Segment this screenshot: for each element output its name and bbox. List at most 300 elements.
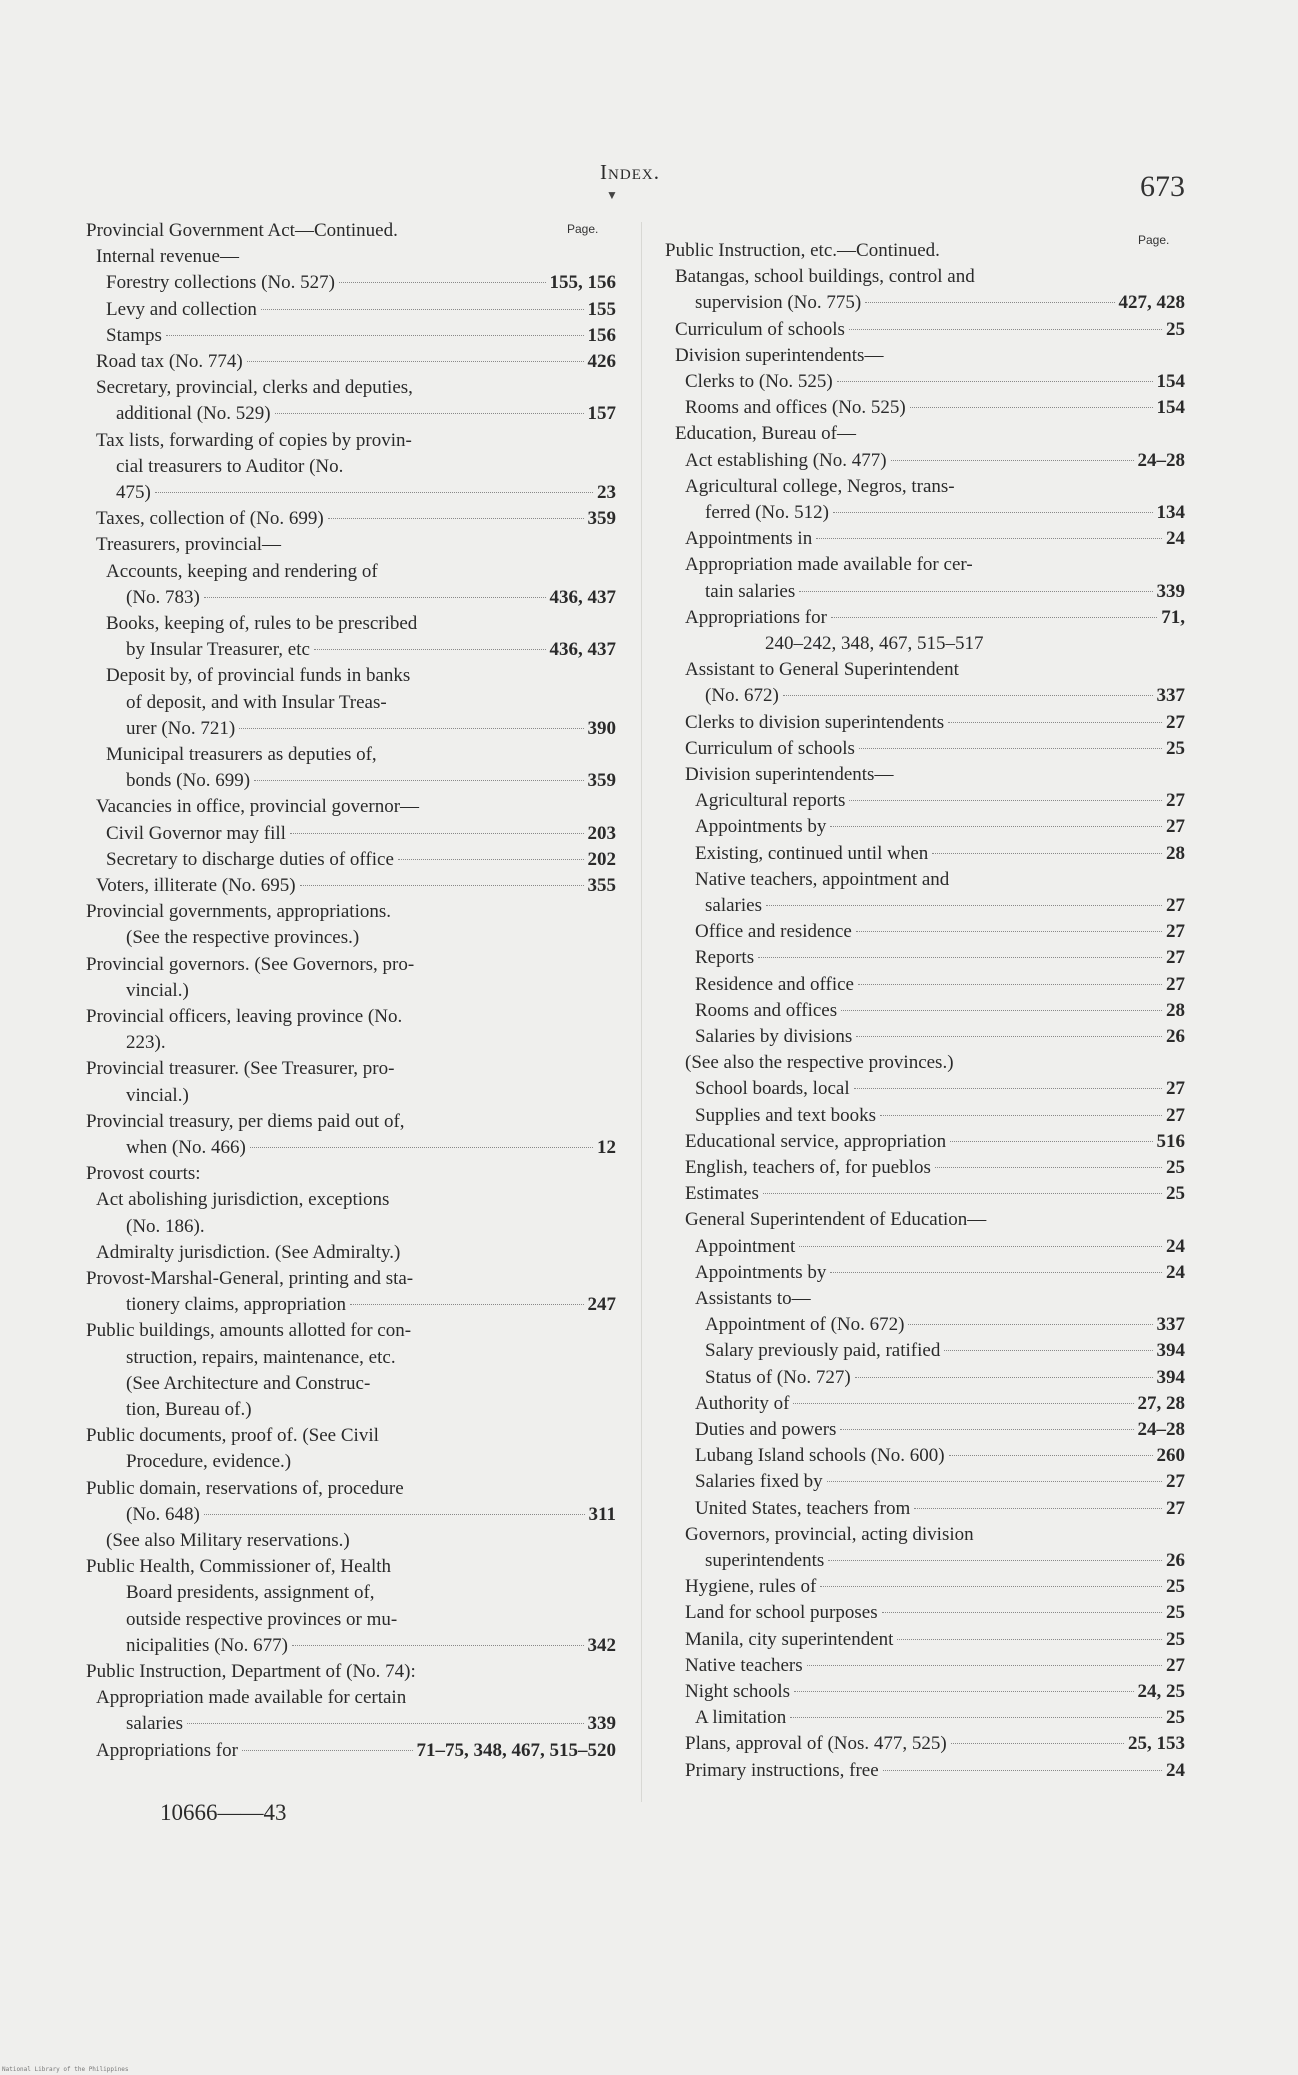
leader-dots <box>239 728 583 729</box>
leader-dots <box>948 722 1162 723</box>
leader-dots <box>398 859 584 860</box>
index-entry <box>665 238 1185 264</box>
index-entry-page: 27 <box>1166 790 1185 812</box>
index-entry-text: Public buildings, amounts allotted for con- <box>86 1320 412 1342</box>
index-entry <box>86 637 616 663</box>
index-entry-text: Land for school purposes <box>685 1602 878 1624</box>
index-entry <box>665 1181 1185 1207</box>
index-entry-text: (See also Military reservations.) <box>106 1530 350 1551</box>
index-entry-page: 26 <box>1166 1550 1185 1571</box>
index-entry <box>86 690 616 716</box>
index-entry-page: 339 <box>1156 580 1185 602</box>
index-entry <box>86 952 616 978</box>
index-entry <box>86 1161 616 1187</box>
index-entry-text: Act establishing (No. 477) <box>685 449 887 471</box>
index-entry-page: 342 <box>587 1634 616 1656</box>
index-entry <box>665 605 1185 631</box>
index-entry-text: Supplies and text books <box>695 1104 877 1126</box>
index-entry-page: 25, 153 <box>1128 1733 1185 1755</box>
leader-dots <box>891 460 1134 461</box>
index-entry-page: 71, <box>1161 606 1185 628</box>
index-entry <box>665 579 1185 605</box>
index-entry <box>86 1607 616 1633</box>
index-entry <box>665 1496 1185 1522</box>
index-entry-page: 27 <box>1166 711 1185 733</box>
index-entry <box>665 1679 1185 1705</box>
index-entry <box>665 290 1185 316</box>
index-entry-page: 25 <box>1166 1707 1185 1729</box>
index-entry <box>665 1574 1185 1600</box>
index-entry <box>665 919 1185 945</box>
index-entry-text: Stamps <box>106 324 162 346</box>
leader-dots <box>910 407 1153 408</box>
index-entry <box>665 1234 1185 1260</box>
index-entry-text: Manila, city superintendent <box>685 1628 894 1650</box>
index-entry <box>86 559 616 585</box>
leader-dots <box>837 381 1153 382</box>
index-entry <box>665 1653 1185 1679</box>
index-entry-text: Plans, approval of (Nos. 477, 525) <box>685 1733 947 1755</box>
index-entry-text: Native teachers <box>685 1654 803 1676</box>
index-entry-page: 27 <box>1166 921 1185 943</box>
index-entry <box>86 1056 616 1082</box>
index-entry <box>86 1580 616 1606</box>
right-page-column-label: Page. <box>1138 233 1170 247</box>
index-entry-page: 339 <box>587 1713 616 1735</box>
index-entry-text: (No. 783) <box>126 586 200 608</box>
leader-dots <box>951 1743 1124 1744</box>
index-entry-page: 394 <box>1156 1340 1185 1362</box>
index-entry-text: nicipalities (No. 677) <box>126 1634 288 1656</box>
index-entry-page: 27 <box>1166 1078 1185 1100</box>
index-entry-text: Appropriation made available for certain <box>96 1687 407 1709</box>
index-entry <box>86 1633 616 1659</box>
index-entry-text: Hygiene, rules of <box>685 1576 817 1598</box>
index-entry-page: 27 <box>1166 1654 1185 1676</box>
index-entry-text: Appropriation made available for cer- <box>685 554 973 576</box>
index-entry-text: Assistant to General Superintendent <box>685 659 959 681</box>
index-entry-page: 390 <box>587 717 616 739</box>
index-entry-text: Existing, continued until when <box>695 842 929 864</box>
leader-dots <box>314 649 546 650</box>
index-entry-page: 516 <box>1156 1130 1185 1152</box>
index-entry-text: Accounts, keeping and rendering of <box>106 560 378 582</box>
index-entry-text: Act abolishing jurisdiction, exceptions <box>96 1189 390 1211</box>
index-entry-text: Appropriations for <box>96 1739 238 1761</box>
leader-dots <box>292 1645 584 1646</box>
index-entry <box>665 972 1185 998</box>
index-entry-text: Provincial Government Act—Continued. <box>86 220 398 241</box>
index-entry-text: United States, teachers from <box>695 1497 911 1519</box>
index-entry-page: 25 <box>1166 1576 1185 1598</box>
index-entry-page: 203 <box>587 822 616 844</box>
index-entry-text: Vacancies in office, provincial governor— <box>96 796 420 818</box>
index-entry-text: superintendents <box>705 1550 825 1571</box>
index-entry-page: 25 <box>1166 1183 1185 1205</box>
index-entry-text: Board presidents, assignment of, <box>126 1582 375 1604</box>
index-entry-text: Authority of <box>695 1392 790 1414</box>
left-page-column-label: Page. <box>567 222 599 236</box>
index-entry-text: Appointment <box>695 1235 796 1257</box>
leader-dots <box>854 1088 1162 1089</box>
index-entry <box>86 1476 616 1502</box>
leader-dots <box>300 885 584 886</box>
index-entry-text: supervision (No. 775) <box>695 292 862 314</box>
index-entry-text: Clerks to (No. 525) <box>685 371 833 392</box>
leader-dots <box>250 1147 593 1148</box>
leader-dots <box>880 1115 1162 1116</box>
index-entry-page: 155 <box>587 298 616 320</box>
index-entry <box>665 1207 1185 1233</box>
index-entry-text: Public Health, Commissioner of, Health <box>86 1556 392 1578</box>
index-entry-text: Rooms and offices <box>695 999 838 1021</box>
index-entry <box>86 1318 616 1344</box>
index-entry-text: Provincial treasurer. (See Treasurer, pro- <box>86 1058 395 1080</box>
index-entry-page: 24–28 <box>1137 1419 1185 1440</box>
index-entry-text: Provincial governments, appropriations. <box>86 901 391 923</box>
index-entry <box>86 454 616 480</box>
index-entry <box>665 369 1185 395</box>
leader-dots <box>865 302 1114 303</box>
leader-dots <box>840 1429 1133 1430</box>
index-entry <box>665 1417 1185 1443</box>
index-entry-page: 247 <box>587 1294 616 1316</box>
index-entry <box>86 1449 616 1475</box>
index-entry <box>86 742 616 768</box>
index-entry <box>86 1187 616 1213</box>
index-entry-text: (See the respective provinces.) <box>126 927 360 949</box>
index-entry <box>86 873 616 899</box>
index-entry <box>86 716 616 742</box>
index-entry <box>665 1365 1185 1391</box>
leader-dots <box>783 695 1153 696</box>
index-entry-text: outside respective provinces or mu- <box>126 1608 398 1630</box>
scan-credit: National Library of the Philippines <box>2 2066 129 2073</box>
index-entry-text: Salaries fixed by <box>695 1471 823 1493</box>
index-entry-text: School boards, local <box>695 1078 850 1100</box>
index-entry-text: Governors, provincial, acting division <box>685 1523 974 1545</box>
leader-dots <box>820 1586 1162 1587</box>
index-entry-text: 475) <box>116 482 151 503</box>
leader-dots <box>261 309 584 310</box>
index-entry <box>665 264 1185 290</box>
index-entry-text: Batangas, school buildings, control and <box>675 266 975 288</box>
leader-dots <box>155 492 593 493</box>
index-entry-text: Curriculum of schools <box>685 737 855 759</box>
index-entry-text: Appointments in <box>685 528 813 550</box>
leader-dots <box>247 361 584 362</box>
index-entry-text: of deposit, and with Insular Treas- <box>126 691 387 713</box>
index-entry <box>86 428 616 454</box>
index-entry-page: 337 <box>1156 685 1185 707</box>
index-entry-page: 27, 28 <box>1137 1392 1185 1414</box>
index-entry <box>665 1391 1185 1417</box>
leader-dots <box>831 617 1157 618</box>
index-entry <box>665 710 1185 736</box>
leader-dots <box>882 1612 1162 1613</box>
leader-dots <box>944 1350 1152 1351</box>
index-entry-page: 26 <box>1166 1026 1185 1047</box>
index-entry <box>665 1155 1185 1181</box>
index-entry-text: Internal revenue— <box>96 246 239 268</box>
index-entry-page: 27 <box>1166 895 1185 916</box>
leader-dots <box>793 1403 1133 1404</box>
index-entry-text: Appointment of (No. 672) <box>705 1314 905 1336</box>
leader-dots <box>858 984 1162 985</box>
index-entry-page: 157 <box>587 403 616 425</box>
index-entry <box>86 1659 616 1685</box>
index-entry <box>86 506 616 532</box>
leader-dots <box>830 826 1162 827</box>
index-entry-text: Division superintendents— <box>675 344 884 366</box>
index-entry-text: Agricultural reports <box>695 790 846 812</box>
index-entry-text: Admiralty jurisdiction. (See Admiralty.) <box>96 1241 401 1263</box>
index-entry-text: Levy and collection <box>106 298 257 320</box>
index-entry-page: 359 <box>587 508 616 530</box>
index-entry-text: Salary previously paid, ratified <box>705 1340 941 1362</box>
index-entry <box>665 1758 1185 1784</box>
index-entry-text: Forestry collections (No. 527) <box>106 272 336 294</box>
index-entry-text: tain salaries <box>705 580 796 602</box>
index-entry <box>86 1554 616 1580</box>
index-entry <box>86 1109 616 1135</box>
index-entry-text: (No. 648) <box>126 1503 200 1525</box>
index-entry <box>86 218 616 244</box>
index-entry <box>86 768 616 794</box>
index-entry <box>86 794 616 820</box>
index-entry-text: General Superintendent of Education— <box>685 1209 987 1231</box>
index-entry <box>86 1240 616 1266</box>
index-entry-text: Salaries by divisions <box>695 1026 853 1047</box>
index-entry-page: 23 <box>597 482 616 503</box>
index-entry-text: Public Instruction, Department of (No. 74): <box>86 1661 416 1682</box>
index-entry-page: 24 <box>1166 1235 1185 1257</box>
index-entry-text: Residence and office <box>695 973 854 995</box>
index-entry-text: Procedure, evidence.) <box>126 1451 292 1473</box>
index-entry-text: vincial.) <box>126 979 189 1001</box>
index-entry-text: A limitation <box>695 1707 787 1729</box>
index-entry <box>86 585 616 611</box>
leader-dots <box>856 931 1162 932</box>
leader-dots <box>290 833 584 834</box>
index-entry <box>86 1266 616 1292</box>
index-entry <box>665 1024 1185 1050</box>
index-entry <box>665 736 1185 762</box>
index-entry <box>86 1292 616 1318</box>
leader-dots <box>828 1560 1162 1561</box>
index-entry-text: English, teachers of, for pueblos <box>685 1157 931 1178</box>
leader-dots <box>827 1481 1162 1482</box>
leader-dots <box>849 800 1162 801</box>
index-entry <box>665 945 1185 971</box>
index-entry-page: 24 <box>1166 1759 1185 1781</box>
index-entry <box>665 762 1185 788</box>
index-entry <box>665 395 1185 421</box>
leader-dots <box>204 1514 585 1515</box>
index-entry-text: 240–242, 348, 467, 515–517 <box>765 633 984 654</box>
index-entry-text: Educational service, appropriation <box>685 1130 947 1152</box>
index-entry-text: Reports <box>695 947 755 969</box>
index-entry <box>86 978 616 1004</box>
index-entry-page: 154 <box>1156 371 1185 392</box>
index-entry <box>86 1345 616 1371</box>
leader-dots <box>790 1717 1162 1718</box>
index-entry-page: 24 <box>1166 528 1185 550</box>
index-entry <box>665 1522 1185 1548</box>
index-entry-text: Public domain, reservations of, procedure <box>86 1477 404 1499</box>
index-entry-text: Provincial treasury, per diems paid out of, <box>86 1110 405 1132</box>
index-entry-text: Voters, illiterate (No. 695) <box>96 875 296 896</box>
index-entry <box>86 1371 616 1397</box>
leader-dots <box>914 1508 1162 1509</box>
index-entry <box>665 1338 1185 1364</box>
index-entry <box>665 552 1185 578</box>
index-entry-text: vincial.) <box>126 1084 189 1106</box>
index-entry-text: when (No. 466) <box>126 1137 246 1158</box>
index-entry-page: 359 <box>587 770 616 792</box>
index-entry-text: Education, Bureau of— <box>675 423 856 445</box>
index-entry <box>86 1397 616 1423</box>
index-entry-page: 27 <box>1166 947 1185 969</box>
index-entry <box>665 814 1185 840</box>
index-entry <box>665 1600 1185 1626</box>
index-entry <box>665 657 1185 683</box>
index-entry <box>665 421 1185 447</box>
column-divider <box>641 222 642 1802</box>
index-entry <box>665 1129 1185 1155</box>
page-number: 673 <box>1140 170 1185 203</box>
index-entry-page: 27 <box>1166 1471 1185 1493</box>
index-entry-text: Office and residence <box>695 921 852 943</box>
index-entry <box>86 663 616 689</box>
index-entry <box>86 1004 616 1030</box>
leader-dots <box>855 1377 1153 1378</box>
leader-dots <box>275 413 584 414</box>
index-entry-text: Tax lists, forwarding of copies by provin- <box>96 429 412 451</box>
index-entry <box>665 526 1185 552</box>
index-entry <box>86 270 616 296</box>
index-entry <box>665 841 1185 867</box>
leader-dots <box>799 1246 1162 1247</box>
index-entry-page: 436, 437 <box>549 639 616 661</box>
index-entry-text: by Insular Treasurer, etc <box>126 639 310 661</box>
leader-dots <box>932 853 1162 854</box>
index-entry-page: 25 <box>1166 1157 1185 1178</box>
leader-dots <box>849 329 1162 330</box>
index-entry <box>665 683 1185 709</box>
index-entry-page: 25 <box>1166 1628 1185 1650</box>
index-entry-text: Assistants to— <box>695 1288 811 1309</box>
index-entry-page: 426 <box>587 351 616 372</box>
index-entry-text: Provincial officers, leaving province (No. <box>86 1006 403 1027</box>
index-entry <box>86 375 616 401</box>
header-ornament: ▼ <box>606 188 618 202</box>
leader-dots <box>816 538 1162 539</box>
leader-dots <box>856 1036 1162 1037</box>
index-entry <box>665 631 1185 657</box>
index-entry-page: 156 <box>587 324 616 346</box>
index-entry <box>665 867 1185 893</box>
index-entry-page: 24, 25 <box>1137 1681 1185 1702</box>
index-entry-text: Night schools <box>685 1681 791 1702</box>
leader-dots <box>339 282 545 283</box>
index-entry-text: additional (No. 529) <box>116 403 271 425</box>
index-entry-page: 24 <box>1166 1261 1185 1283</box>
index-entry-page: 202 <box>587 848 616 870</box>
index-entry-page: 260 <box>1156 1445 1185 1467</box>
index-entry <box>665 1076 1185 1102</box>
leader-dots <box>242 1750 413 1751</box>
index-entry <box>665 1469 1185 1495</box>
leader-dots <box>897 1639 1162 1640</box>
index-entry-text: Public Instruction, etc.—Continued. <box>665 240 940 261</box>
index-entry-text: Municipal treasurers as deputies of, <box>106 744 377 765</box>
index-entry <box>86 1214 616 1240</box>
index-entry-text: ferred (No. 512) <box>705 502 829 523</box>
index-entry <box>665 1705 1185 1731</box>
index-entry-page: 27 <box>1166 1104 1185 1126</box>
leader-dots <box>833 512 1153 513</box>
index-entry <box>665 893 1185 919</box>
index-entry-page: 28 <box>1166 999 1185 1021</box>
index-entry-text: (See also the respective provinces.) <box>685 1052 954 1074</box>
index-entry-text: salaries <box>126 1713 183 1735</box>
index-entry-text: tion, Bureau of.) <box>126 1399 252 1420</box>
index-entry <box>86 349 616 375</box>
index-entry <box>665 1050 1185 1076</box>
index-entry-text: Status of (No. 727) <box>705 1366 851 1388</box>
index-entry <box>86 1030 616 1056</box>
index-entry <box>86 1711 616 1737</box>
index-entry <box>86 611 616 637</box>
index-entry-page: 155, 156 <box>549 272 616 294</box>
index-entry <box>86 1528 616 1554</box>
index-entry-text: bonds (No. 699) <box>126 770 251 792</box>
leader-dots <box>758 957 1162 958</box>
leader-dots <box>949 1455 1153 1456</box>
index-entry-text: Provost courts: <box>86 1163 201 1185</box>
index-entry-text: Division superintendents— <box>685 764 894 785</box>
index-entry <box>86 323 616 349</box>
index-entry-page: 71–75, 348, 467, 515–520 <box>416 1739 616 1761</box>
index-entry-page: 27 <box>1166 973 1185 995</box>
leader-dots <box>166 335 584 336</box>
index-entry-text: Treasurers, provincial— <box>96 534 282 556</box>
index-entry <box>665 1731 1185 1757</box>
page-header-title: Index. <box>600 160 660 184</box>
index-entry-page: 427, 428 <box>1118 292 1185 314</box>
index-entry-text: Lubang Island schools (No. 600) <box>695 1445 945 1467</box>
index-entry-text: Estimates <box>685 1183 759 1205</box>
index-entry <box>665 448 1185 474</box>
index-entry-text: (No. 672) <box>705 685 779 707</box>
leader-dots <box>328 518 584 519</box>
index-entry-text: Appointments by <box>695 816 827 838</box>
index-entry-page: 25 <box>1166 737 1185 759</box>
index-entry-page: 24–28 <box>1137 449 1185 471</box>
printer-signature: 10666——43 <box>160 1800 287 1825</box>
index-entry <box>86 1423 616 1449</box>
index-entry-page: 154 <box>1156 397 1185 419</box>
index-entry-text: Agricultural college, Negros, trans- <box>685 475 955 497</box>
index-entry <box>86 1738 616 1764</box>
index-entry-page: 25 <box>1166 1602 1185 1624</box>
index-entry <box>86 1502 616 1528</box>
leader-dots <box>187 1723 584 1724</box>
index-entry <box>665 1103 1185 1129</box>
index-entry-page: 311 <box>588 1503 616 1525</box>
index-entry-text: Provincial governors. (See Governors, pro- <box>86 953 415 975</box>
